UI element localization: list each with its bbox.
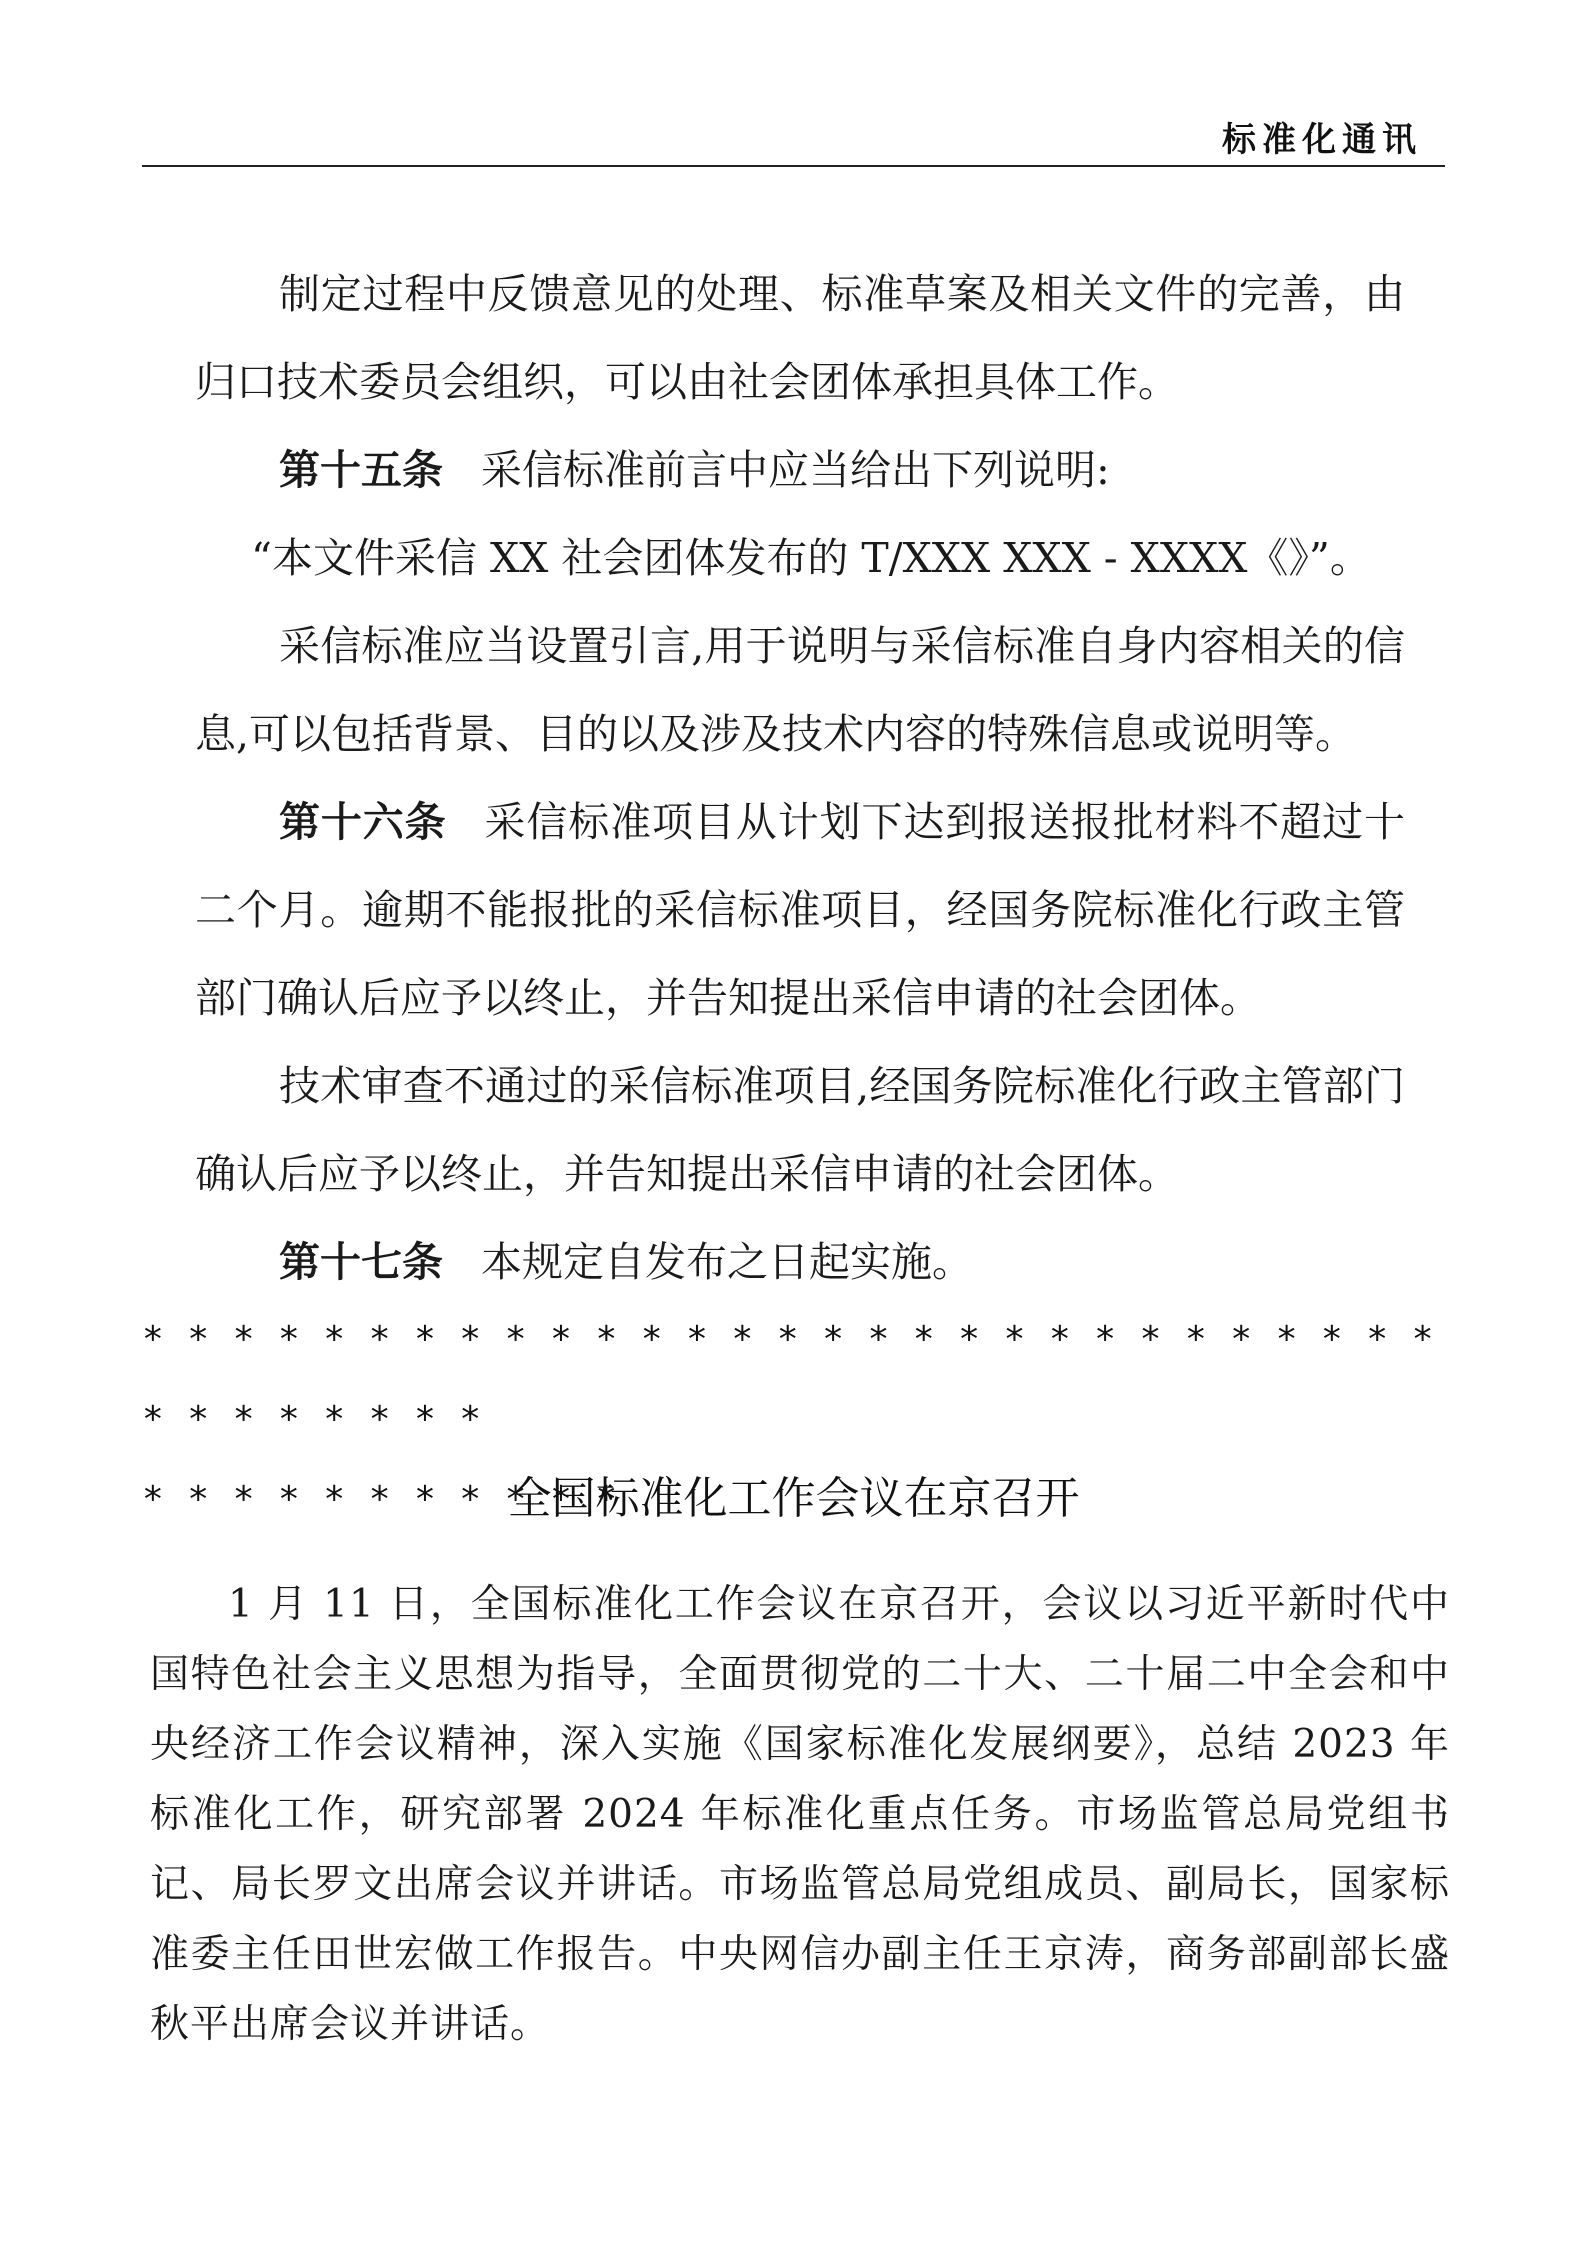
- article-number: 第十五条: [279, 446, 443, 494]
- publication-title: 标准化通讯: [1222, 120, 1422, 160]
- paragraph: [195, 778, 1405, 1042]
- paragraph: [195, 426, 1405, 514]
- separator-line: * * * * * * * * * * *: [142, 1479, 619, 1520]
- regulation-articles: [195, 250, 1405, 1306]
- news-headline: 全国标准化工作会议在京召开: [507, 1473, 1080, 1524]
- paragraph-text: 制定过程中反馈意见的处理、标准草案及相关文件的完善，由归口技术委员会组织，可以由社会团体承担具体工作。: [195, 270, 1405, 406]
- news-article: [150, 1570, 1450, 2060]
- paragraph: [195, 514, 1405, 602]
- paragraph: [195, 250, 1405, 426]
- article-number: 第十六条: [279, 798, 447, 846]
- paragraph-text: “本文件采信 XX 社会团体发布的 T/XXX XXX - XXXX《》”。: [251, 534, 1371, 582]
- article-number: 第十七条: [279, 1238, 443, 1286]
- news-paragraph: 1 月 11 日，全国标准化工作会议在京召开，会议以习近平新时代中国特色社会主义思想为指导，全面贯彻党的二十大、二十届二中全会和中央经济工作会议精神，深入实施《国家标准化发展纲要》，总结 2023 年标准化工作，研究部署 2024 年标准化重点任务。市场监管总局党组书记、局长罗文出席会议并讲话。市场监管总局党组成员、副局长，国家标准委主任田世宏做工作报告。中央网信办副主任王京涛，商务部副部长盛秋平出席会议并讲话。: [150, 1582, 1450, 2047]
- paragraph: [195, 602, 1405, 778]
- header-divider: [142, 165, 1445, 167]
- paragraph-text: 本规定自发布之日起实施。: [481, 1238, 973, 1286]
- paragraph-text: 技术审查不通过的采信标准项目,经国务院标准化行政主管部门确认后应予以终止，并告知提出采信申请的社会团体。: [195, 1062, 1405, 1198]
- separator-line: * * * * * * * * * * * * * * * * * * * * * * * * * * * * * * * * * * * * *: [142, 1319, 1435, 1440]
- paragraph: [195, 1042, 1405, 1218]
- paragraph-text: 采信标准应当设置引言,用于说明与采信标准自身内容相关的信息,可以包括背景、目的以及涉及技术内容的特殊信息或说明等。: [195, 622, 1405, 758]
- paragraph-text: 采信标准项目从计划下达到报送报批材料不超过十二个月。逾期不能报批的采信标准项目，经国务院标准化行政主管部门确认后应予以终止，并告知提出采信申请的社会团体。: [195, 798, 1406, 1022]
- paragraph-text: 采信标准前言中应当给出下列说明:: [481, 446, 1110, 494]
- paragraph: [195, 1218, 1405, 1306]
